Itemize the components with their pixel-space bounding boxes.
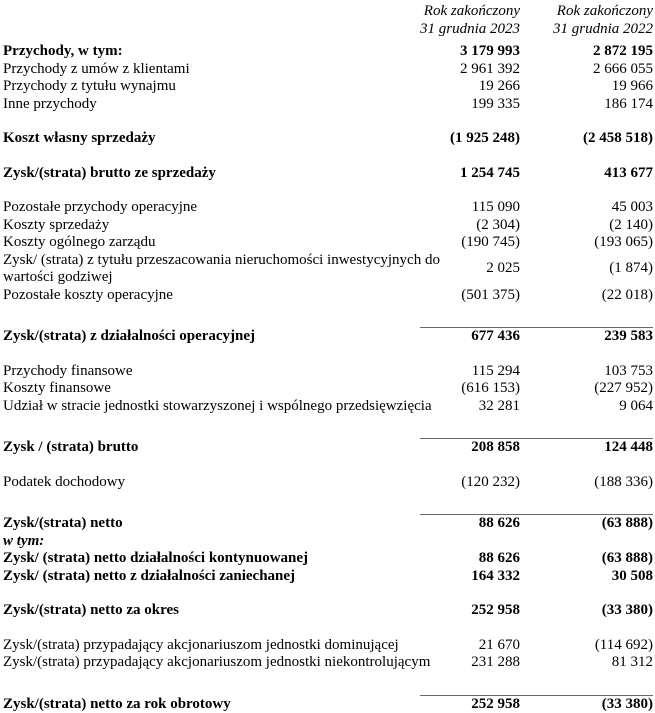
statement-row: [3, 654, 653, 672]
row-label: [3, 199, 420, 217]
row-label: [3, 533, 420, 551]
row-label: [3, 654, 431, 672]
row-label-line1: Zysk/(strata) z działalności operacyjnej: [3, 328, 256, 344]
value-2023: (1 925 248): [450, 130, 520, 146]
row-label: [3, 515, 420, 533]
row-label: [3, 287, 420, 305]
statement-row: [3, 165, 653, 183]
value-2022: (33 380): [601, 602, 653, 618]
row-label: [3, 165, 420, 183]
row-label: [3, 602, 420, 620]
statement-row: [3, 43, 653, 61]
value-2023: 88 626: [478, 515, 520, 531]
value-2023: 21 670: [478, 636, 520, 653]
statement-row: [3, 217, 653, 235]
value-2023: 2 025: [486, 260, 520, 277]
column-header-2023-line1: Rok zakończony: [423, 3, 520, 19]
row-label-line1: Zysk/(strata) przypadający akcjonariuszom jednostki dominującej: [3, 636, 399, 653]
value-2023: 2 961 392: [460, 60, 520, 77]
row-label-line1: Zysk/(strata) brutto ze sprzedaży: [3, 164, 216, 181]
row-label-line1: Pozostałe przychody operacyjne: [3, 199, 198, 215]
column-header-2023: [420, 3, 520, 38]
statement-table: [3, 43, 653, 713]
row-label: [3, 217, 420, 235]
statement-row: [3, 130, 653, 148]
column-header-2022-line2: 31 grudnia 2022: [552, 20, 653, 37]
subtotal-rule-row: [3, 321, 653, 328]
row-label-line1: Zysk/(strata) netto za okres: [3, 602, 179, 618]
statement-row: [3, 252, 653, 287]
row-label: [3, 397, 432, 416]
statement-row: [3, 550, 653, 568]
subtotal-rule-row: [3, 432, 653, 439]
value-2022: (33 380): [601, 695, 653, 712]
row-label-line1: Zysk/(strata) netto za rok obrotowy: [3, 695, 231, 712]
value-2022: (22 018): [601, 286, 653, 303]
row-label-line1: Przychody z umów z klientami: [3, 60, 190, 77]
row-label: [3, 78, 420, 96]
value-2022: 103 753: [604, 362, 653, 379]
value-2023: 199 335: [471, 95, 520, 112]
row-label-line1: Koszty sprzedaży: [3, 216, 110, 233]
value-2022: (1 874): [609, 260, 653, 277]
statement-row: [3, 328, 653, 346]
row-label: [3, 251, 440, 287]
row-gap: [3, 457, 653, 474]
row-gap: [3, 148, 653, 165]
row-label: [3, 61, 420, 79]
statement-row: [3, 515, 653, 533]
value-2022: 239 583: [604, 328, 653, 344]
value-2022: (227 952): [594, 380, 653, 396]
row-label-line1: Pozostałe koszty operacyjne: [3, 286, 173, 303]
row-label: [3, 328, 420, 346]
row-label: [3, 568, 420, 586]
row-label: [3, 43, 420, 61]
value-2022: (63 888): [601, 515, 653, 531]
row-label-line2: wartości godziwej: [3, 269, 113, 285]
value-2023: (190 745): [461, 234, 520, 250]
value-2023: 3 179 993: [460, 43, 520, 59]
value-2022: 9 064: [619, 397, 653, 414]
value-2022: 2 666 055: [593, 60, 653, 77]
value-2022: 124 448: [604, 439, 653, 455]
row-label-line1: Koszty ogólnego zarządu: [3, 234, 156, 250]
value-2023: 677 436: [471, 328, 520, 344]
value-2023: 115 294: [471, 362, 520, 379]
row-label-line1: Koszty finansowe: [3, 380, 111, 396]
statement-row: [3, 363, 653, 381]
row-label-line1: Przychody, w tym:: [3, 43, 123, 59]
statement-row: [3, 234, 653, 252]
row-label-line1: Zysk / (strata) brutto: [3, 439, 139, 455]
statement-row: [3, 61, 653, 79]
subtotal-rule-row: [3, 689, 653, 696]
statement-row: [3, 96, 653, 114]
value-2022: (193 065): [594, 234, 653, 250]
value-2023: (501 375): [461, 286, 520, 303]
value-2023: (2 304): [476, 216, 520, 233]
row-label-line1: Udział w stracie jednostki stowarzyszonej i wspólnego przedsięwzięcia: [3, 397, 432, 414]
row-label-line1: Przychody z tytułu wynajmu: [3, 78, 176, 94]
statement-row: [3, 78, 653, 96]
value-2022: (188 336): [594, 473, 653, 490]
row-label: [3, 130, 420, 148]
value-2022: (2 140): [609, 216, 653, 233]
row-gap: [3, 346, 653, 363]
statement-row: [3, 398, 653, 416]
column-header-2022: [520, 3, 653, 38]
row-label-line1: Zysk/ (strata) z tytułu przeszacowania nieruchomości inwestycyjnych do: [3, 251, 440, 268]
row-gap: [3, 182, 653, 199]
row-label-line1: w tym:: [3, 532, 45, 549]
row-gap: [3, 672, 653, 689]
row-label-line1: Podatek dochodowy: [3, 473, 126, 490]
value-2023: 88 626: [478, 550, 520, 566]
value-2022: 186 174: [604, 95, 653, 112]
row-label: [3, 363, 420, 381]
value-2023: 32 281: [478, 397, 520, 414]
statement-row: [3, 380, 653, 398]
value-2022: 81 312: [611, 654, 653, 670]
row-gap: [3, 113, 653, 130]
row-label-line1: Koszt własny sprzedaży: [3, 130, 156, 146]
row-label: [3, 637, 420, 655]
subtotal-rule-row: [3, 508, 653, 515]
row-gap: [3, 491, 653, 508]
value-2022: 45 003: [611, 199, 653, 215]
value-2023: (120 232): [461, 473, 520, 490]
row-label: [3, 234, 420, 252]
row-gap: [3, 620, 653, 637]
row-label: [3, 550, 420, 568]
value-2023: 19 266: [478, 78, 520, 94]
statement-row: [3, 568, 653, 586]
value-2022: (63 888): [601, 550, 653, 566]
column-header-2023-line2: 31 grudnia 2023: [420, 20, 521, 37]
row-label-line1: Inne przychody: [3, 95, 97, 112]
row-gap: [3, 304, 653, 321]
value-2023: 231 288: [471, 654, 520, 670]
row-label-line1: Zysk/(strata) netto: [3, 515, 123, 531]
row-label-line1: Przychody finansowe: [3, 362, 133, 379]
value-2022: 2 872 195: [593, 43, 653, 59]
statement-row: [3, 199, 653, 217]
column-header-2022-line1: Rok zakończony: [556, 3, 653, 19]
statement-row: [3, 287, 653, 305]
statement-row: [3, 474, 653, 492]
value-2023: 1 254 745: [460, 164, 520, 181]
value-2023: 164 332: [471, 567, 520, 584]
row-label-line1: Zysk/ (strata) netto z działalności zaniechanej: [3, 567, 296, 584]
value-2023: 252 958: [471, 602, 520, 618]
value-2023: 208 858: [471, 439, 520, 455]
row-gap: [3, 585, 653, 602]
statement-row: [3, 637, 653, 655]
statement-row: [3, 439, 653, 457]
value-2022: (114 692): [594, 636, 653, 653]
row-label-line1: Zysk/ (strata) netto działalności kontynuowanej: [3, 550, 309, 566]
value-2022: 413 677: [604, 164, 653, 181]
value-2023: (616 153): [461, 380, 520, 396]
value-2023: 252 958: [471, 695, 520, 712]
row-label-line1: Zysk/(strata) przypadający akcjonariuszom jednostki niekontrolującym: [3, 654, 431, 670]
value-2023: 115 090: [471, 199, 520, 215]
value-2022: 19 966: [611, 78, 653, 94]
row-label: [3, 96, 420, 114]
row-label: [3, 380, 420, 398]
column-headers-row: [3, 3, 653, 38]
row-label: [3, 439, 420, 457]
value-2022: 30 508: [611, 567, 653, 584]
row-gap: [3, 415, 653, 432]
statement-row: [3, 602, 653, 620]
statement-row: [3, 533, 653, 551]
statement-row: [3, 696, 653, 713]
row-label: [3, 474, 420, 492]
value-2022: (2 458 518): [583, 130, 653, 146]
row-label: [3, 696, 420, 713]
